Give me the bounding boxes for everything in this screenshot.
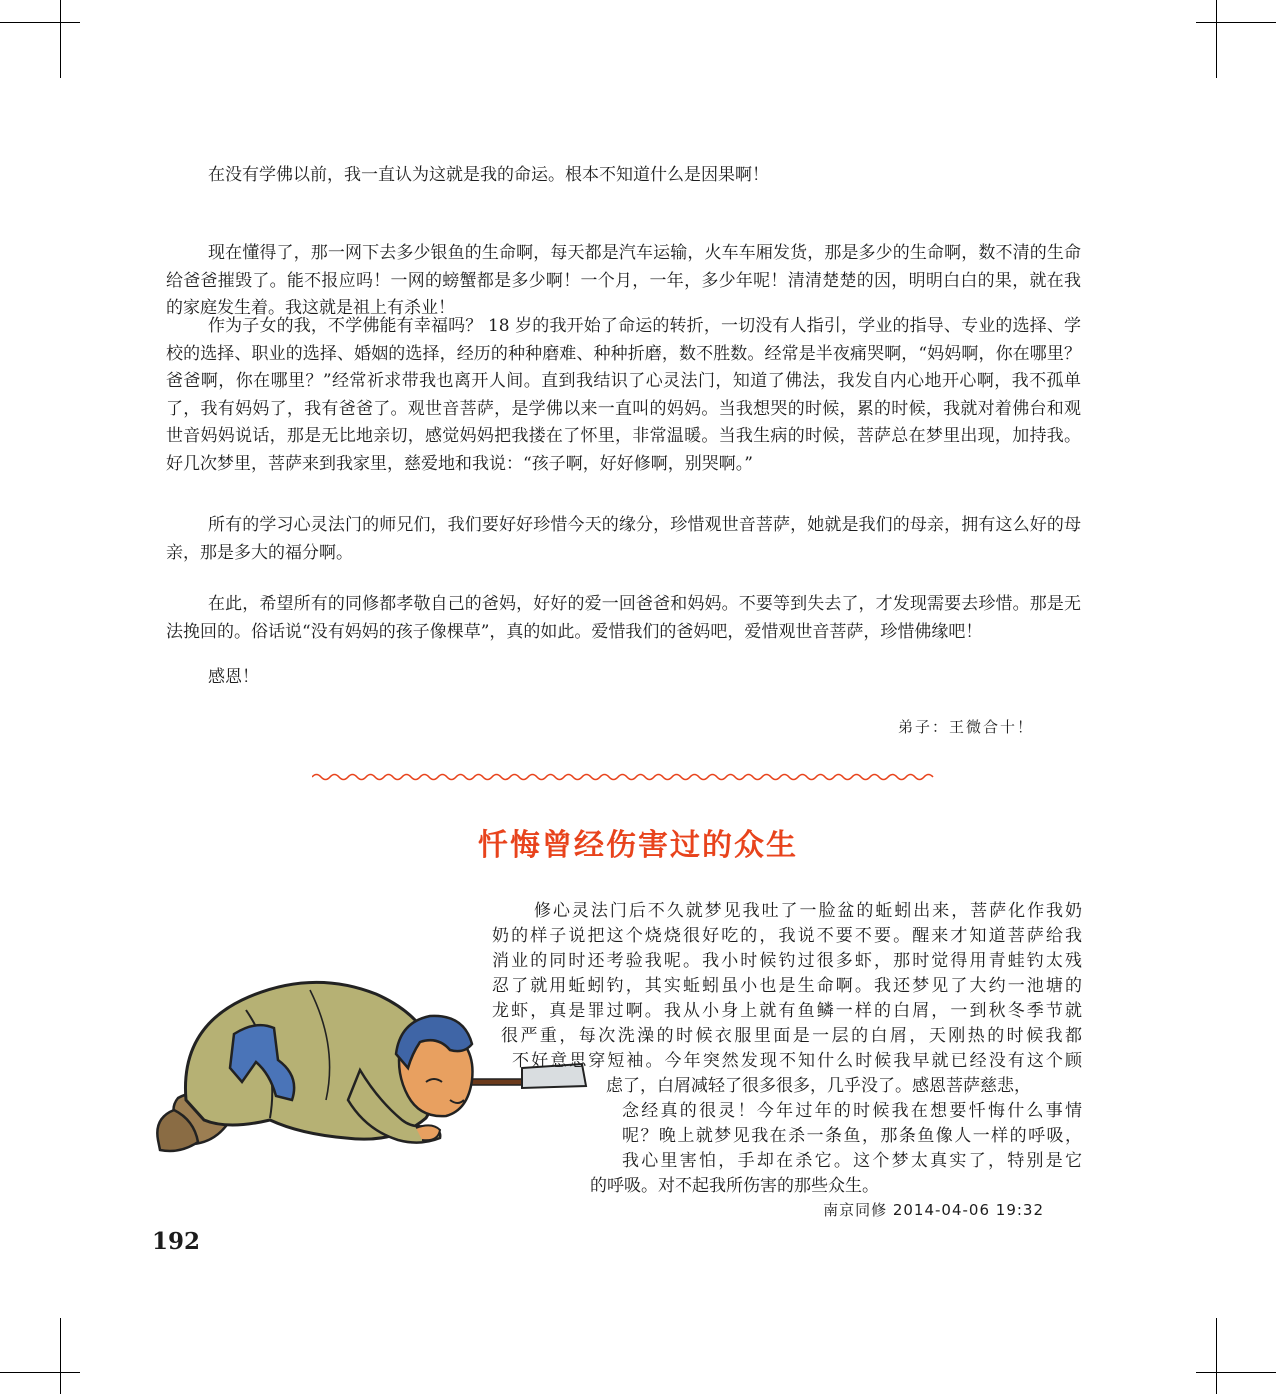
- paragraph: 现在懂得了，那一网下去多少银鱼的生命啊，每天都是汽车运输，火车车厢发货，那是多少的生命啊，数不清的生命给爸爸摧毁了。能不报应吗！一网的螃蟹都是多少啊！一个月，一年，多少年呢！清清楚楚的因，明明白白的果，就在我的家庭发生着。我这就是祖上有杀业！: [166, 243, 1081, 318]
- article-line: 我心里害怕，手却在杀它。这个梦太真实了，特别是它: [622, 1151, 1082, 1171]
- article-line: 消业的同时还考验我呢。我小时候钓过很多虾，那时觉得用青蛙钓太残: [492, 951, 1082, 971]
- article-line: 的呼吸。对不起我所伤害的那些众生。: [590, 1176, 879, 1196]
- crop-mark: [0, 22, 80, 23]
- article-line: 修心灵法门后不久就梦见我吐了一脸盆的蚯蚓出来，菩萨化作我奶: [534, 901, 1082, 921]
- article-line: 奶的样子说把这个烧烧很好吃的，我说不要不要。醒来才知道菩萨给我: [492, 926, 1082, 946]
- article-line: 虑了，白屑减轻了很多很多，几乎没了。感恩菩萨慈悲，: [606, 1076, 1031, 1096]
- crop-mark: [60, 1318, 61, 1394]
- crop-mark: [1196, 1372, 1276, 1373]
- wavy-divider: [312, 770, 934, 784]
- page-number: 192: [152, 1228, 201, 1255]
- paragraph: 所有的学习心灵法门的师兄们，我们要好好珍惜今天的缘分，珍惜观世音菩萨，她就是我们的母亲，拥有这么好的母亲，那是多大的福分啊。: [166, 515, 1081, 563]
- crop-mark: [1216, 1318, 1217, 1394]
- article-credit: 南京同修 2014-04-06 19:32: [823, 1201, 1044, 1219]
- article-title: 忏悔曾经伤害过的众生: [478, 828, 798, 863]
- article-line: 呢？晚上就梦见我在杀一条鱼，那条鱼像人一样的呼吸，: [622, 1126, 1082, 1146]
- article-line: 不好意思穿短袖。今年突然发现不知什么时候我早就已经没有这个顾: [512, 1051, 1082, 1071]
- article-line: 念经真的很灵！今年过年的时候我在想要忏悔什么事情: [622, 1101, 1082, 1121]
- article-line: 忍了就用蚯蚓钓，其实蚯蚓虽小也是生命啊。我还梦见了大约一池塘的: [492, 976, 1082, 996]
- paragraph: 在没有学佛以前，我一直认为这就是我的命运。根本不知道什么是因果啊！: [208, 165, 769, 185]
- crop-mark: [1216, 0, 1217, 78]
- crop-mark: [0, 1372, 80, 1373]
- paragraph: 作为子女的我，不学佛能有幸福吗？ 18 岁的我开始了命运的转折，一切没有人指引，学业的指导、专业的选择、学校的选择、职业的选择、婚姻的选择，经历的种种磨难、种种折磨，数不胜数。经常是半夜痛哭啊，“妈妈啊，你在哪里？爸爸啊，你在哪里？”经常祈求带我也离开人间。直到我结识了心灵法门，知道了佛法，我发自内心地开心啊，我不孤单了，我有妈妈了，我有爸爸了。观世音菩萨，是学佛以来一直叫的妈妈。当我想哭的时候，累的时候，我就对着佛台和观世音妈妈说话，那是无比地亲切，感觉妈妈把我搂在了怀里，非常温暖。当我生病的时候，菩萨总在梦里出现，加持我。好几次梦里，菩萨来到我家里，慈爱地和我说：“孩子啊，好好修啊，别哭啊。”: [166, 316, 1081, 474]
- article-line: 很严重，每次洗澡的时候衣服里面是一层的白屑，天刚热的时候我都: [501, 1026, 1082, 1046]
- crop-mark: [1196, 22, 1276, 23]
- paragraph: 感恩！: [208, 667, 259, 687]
- author-signature: 弟子：王微合十！: [897, 718, 1034, 736]
- crop-mark: [60, 0, 61, 78]
- article-line: 龙虾，真是罪过啊。我从小身上就有鱼鳞一样的白屑，一到秋冬季节就: [492, 1001, 1082, 1021]
- paragraph: 在此，希望所有的同修都孝敬自己的爸妈，好好的爱一回爸爸和妈妈。不要等到失去了，才发现需要去珍惜。那是无法挽回的。俗话说“没有妈妈的孩子像棵草”，真的如此。爱惜我们的爸妈吧，爱惜观世音菩萨，珍惜佛缘吧！: [166, 594, 1081, 642]
